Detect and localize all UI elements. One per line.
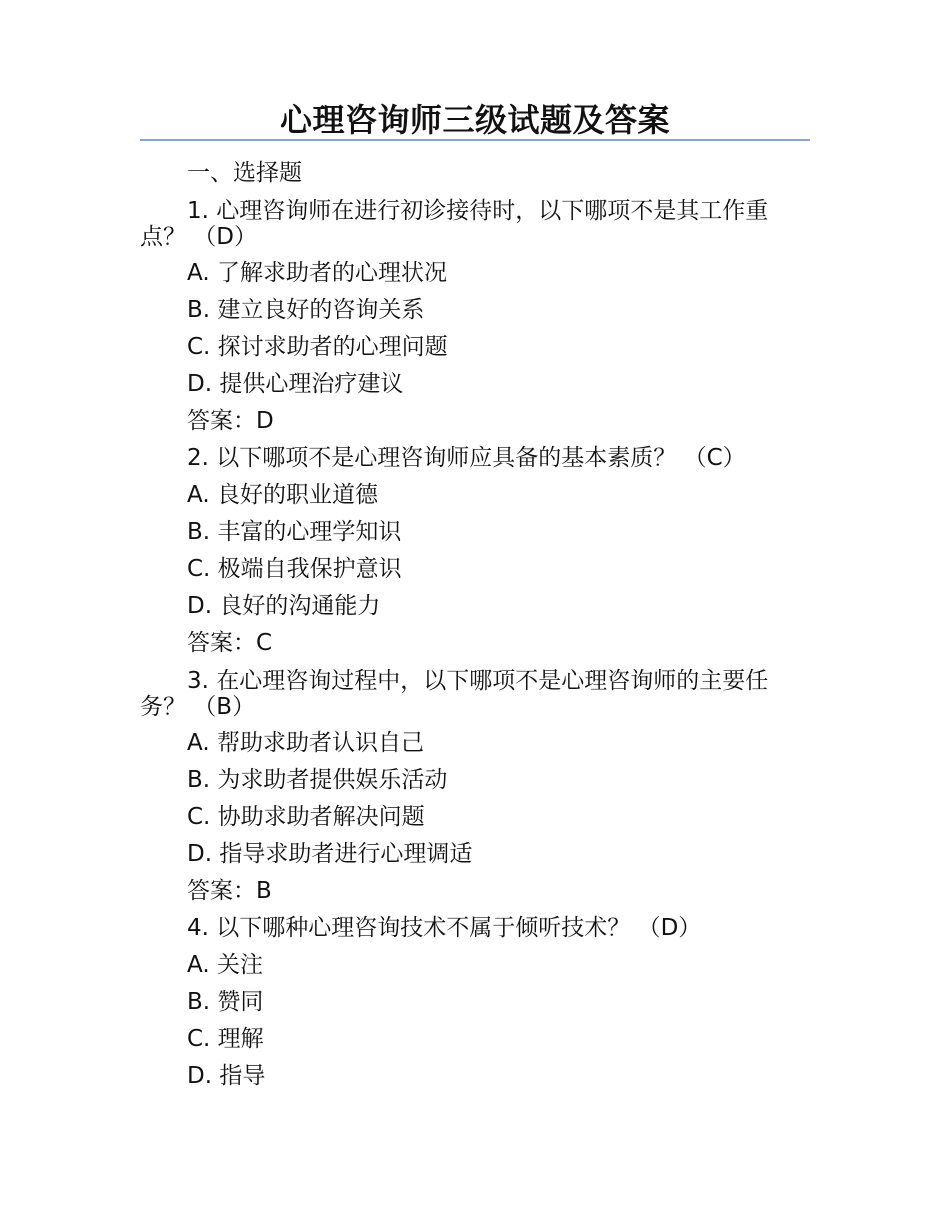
option-4d: D. 指导 (187, 1063, 266, 1089)
question-stem-4: 4. 以下哪种心理咨询技术不属于倾听技术？ （D） (187, 915, 702, 941)
answer-1: 答案：D (187, 408, 274, 434)
answer-2: 答案：C (187, 630, 273, 656)
option-4c: C. 理解 (187, 1026, 264, 1052)
question-stem-3: 3. 在心理咨询过程中，以下哪项不是心理咨询师的主要任务？ （B） (140, 668, 769, 720)
document-body (140, 155, 812, 1095)
option-3b: B. 为求助者提供娱乐活动 (187, 767, 448, 793)
question-stem-2: 2. 以下哪项不是心理咨询师应具备的基本素质？ （C） (187, 445, 746, 471)
option-3c: C. 协助求助者解决问题 (187, 804, 425, 830)
title-underline (140, 139, 810, 141)
option-4a: A. 关注 (187, 952, 263, 978)
option-2c: C. 极端自我保护意识 (187, 556, 402, 582)
option-1d: D. 提供心理治疗建议 (187, 371, 404, 397)
option-1a: A. 了解求助者的心理状况 (187, 260, 447, 286)
option-2d: D. 良好的沟通能力 (187, 593, 381, 619)
option-3d: D. 指导求助者进行心理调适 (187, 841, 473, 867)
option-3a: A. 帮助求助者认识自己 (187, 730, 424, 756)
option-2b: B. 丰富的心理学知识 (187, 519, 402, 545)
document-title: 心理咨询师三级试题及答案 (279, 101, 670, 139)
question-stem-1: 1. 心理咨询师在进行初诊接待时，以下哪项不是其工作重点？ （D） (140, 198, 769, 250)
option-1b: B. 建立良好的咨询关系 (187, 297, 425, 323)
answer-3: 答案：B (187, 878, 272, 904)
option-4b: B. 赞同 (187, 989, 264, 1015)
section-heading: 一、选择题 (187, 160, 302, 186)
option-2a: A. 良好的职业道德 (187, 482, 378, 508)
option-1c: C. 探讨求助者的心理问题 (187, 334, 448, 360)
